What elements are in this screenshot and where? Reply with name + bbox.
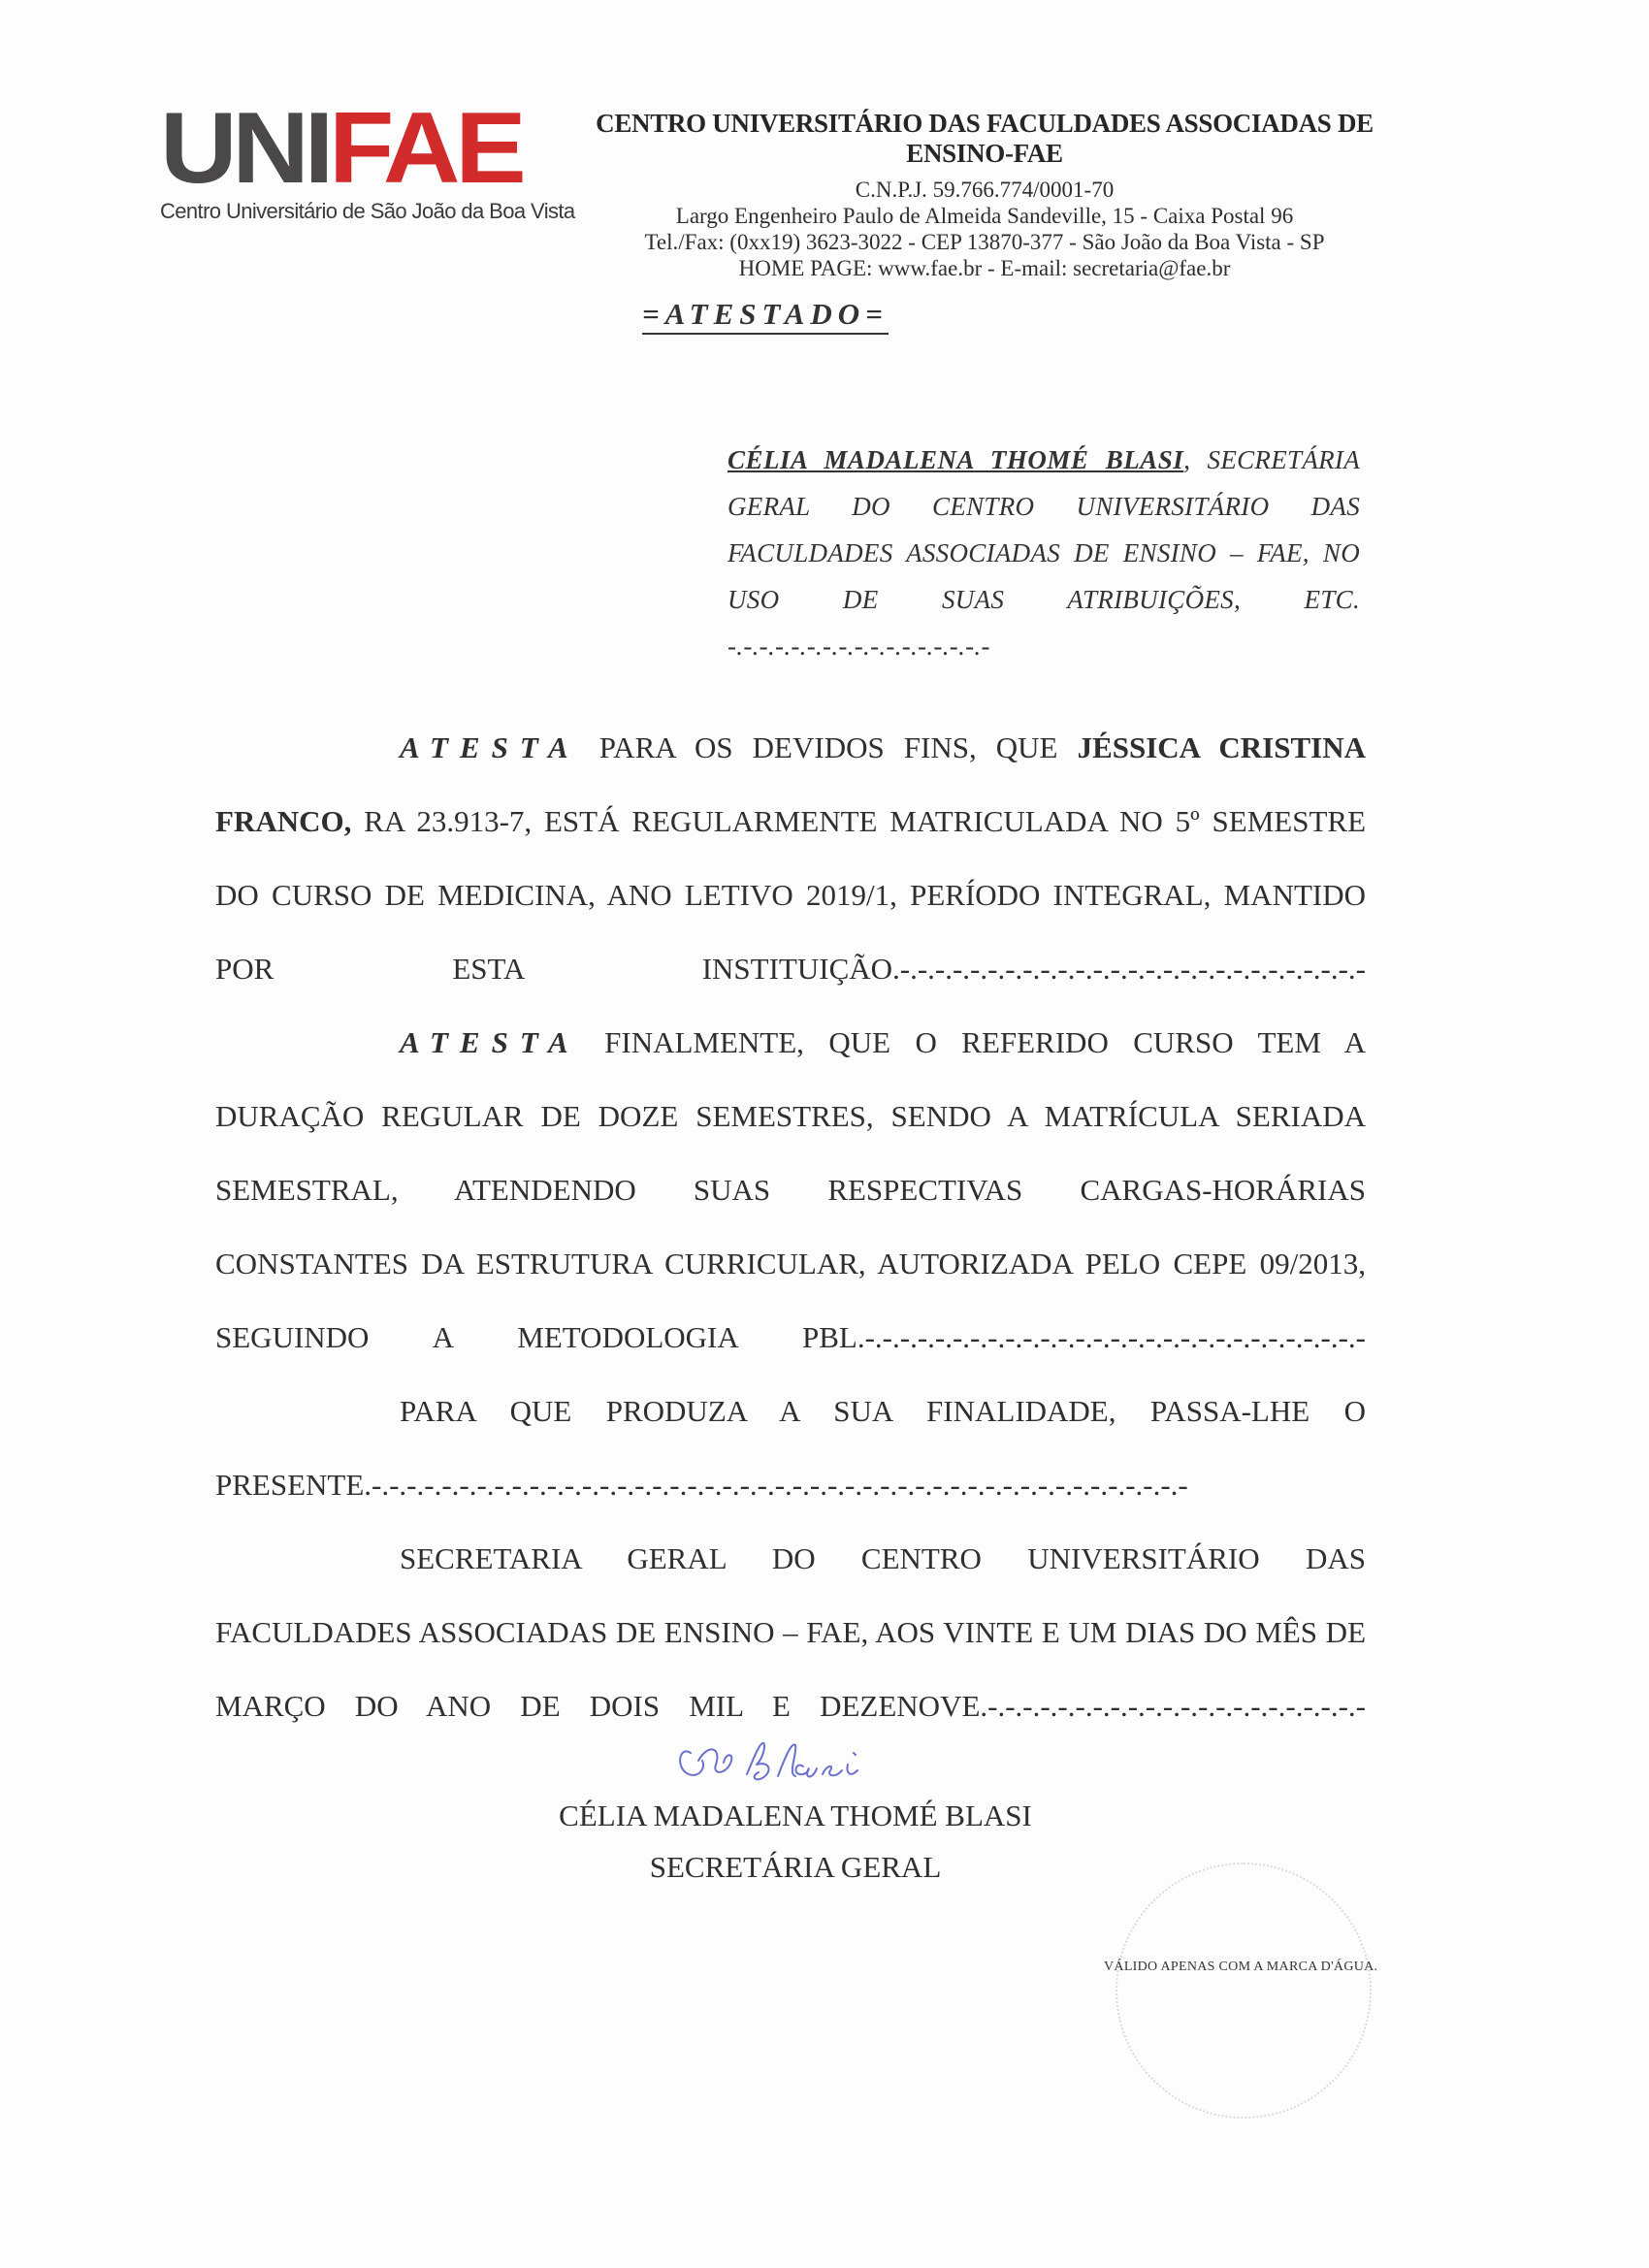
document-body [215,711,1366,1743]
atesta-keyword: ATESTA [400,730,580,764]
signatory-name: CÉLIA MADALENA THOMÉ BLASI [559,1798,1032,1832]
paragraph-3 [215,1375,1366,1522]
institution-phone: Tel./Fax: (0xx19) 3623-3022 - CEP 13870-377 - São João da Boa Vista - SP [644,230,1325,254]
signatory-role: SECRETÁRIA GERAL [649,1850,942,1884]
signer-intro-text: , SECRETÁRIA GERAL DO CENTRO UNIVERSITÁRIO DAS FACULDADES ASSOCIADAS DE ENSINO – FAE, NO USO DE SUAS ATRIBUIÇÕES, ETC. -.-.-.-.-.-.-.-.-.-.-.-.-.-.-.-.- [728,445,1361,661]
logo-tagline: Centro Universitário de São João da Boa Vista [160,199,575,223]
signer-intro [728,437,1360,669]
logo-uni: UNI [160,92,329,205]
paragraph-4-text: SECRETARIA GERAL DO CENTRO UNIVERSITÁRIO DAS FACULDADES ASSOCIADAS DE ENSINO – FAE, AOS VINTE E UM DIAS DO MÊS DE MARÇO DO ANO DE DOIS MIL E DEZENOVE.-.-.-.-.-.-.-.-.-.-.-.-.-.-.-.-.-.-.-.-.-.- [215,1541,1366,1723]
paragraph-2 [215,1006,1366,1375]
signatory-block [436,1790,1154,1893]
institution-address: Largo Engenheiro Paulo de Almeida Sandeville, 15 - Caixa Postal 96 [675,204,1294,228]
institution-header [548,109,1421,281]
signature-drawing [669,1732,931,1790]
student-name: JÉSSICA CRISTINA FRANCO, [215,730,1367,838]
institution-name: CENTRO UNIVERSITÁRIO DAS FACULDADES ASSOCIADAS DE ENSINO-FAE [596,109,1374,168]
paragraph-3-text: PARA QUE PRODUZA A SUA FINALIDADE, PASSA-LHE O PRESENTE.-.-.-.-.-.-.-.-.-.-.-.-.-.-.-.-.-.-.-.-.-.-.-.-.-.-.-.-.-.-.-.-.-.-.-.-.-.-.-.-.-.-.-.-.-.-.- [215,1394,1366,1502]
handwritten-signature [669,1732,931,1790]
atesta-keyword: ATESTA [400,1025,580,1059]
paragraph-4 [215,1522,1366,1743]
watermark-note: VÁLIDO APENAS COM A MARCA D'ÁGUA. [1104,1960,1378,1974]
paragraph-1 [215,711,1366,1006]
logo-fae: FAE [328,92,522,205]
signer-intro-name: CÉLIA MADALENA THOMÉ BLASI [728,445,1184,474]
paragraph-2-text: FINALMENTE, QUE O REFERIDO CURSO TEM A DURAÇÃO REGULAR DE DOZE SEMESTRES, SENDO A MATRÍCULA SERIADA SEMESTRAL, ATENDENDO SUAS RESPECTIVAS CARGAS-HORÁRIAS CONSTANTES DA ESTRUTURA CURRICULAR, AUTORIZADA PELO CEPE 09/2013, SEGUINDO A METODOLOGIA PBL.-.-.-.-.-.-.-.-.-.-.-.-.-.-.-.-.-.-.-.-.-.-.-.-.-.-.-.-.- [215,1025,1366,1354]
institution-cnpj: C.N.P.J. 59.766.774/0001-70 [855,178,1115,202]
watermark-seal [1116,1863,1372,2119]
document-title: =ATESTADO= [642,297,889,335]
paragraph-1-text-a: PARA OS DEVIDOS FINS, QUE [579,730,1078,764]
logo-wordmark [160,92,556,205]
institution-web: HOME PAGE: www.fae.br - E-mail: secretaria@fae.br [738,256,1231,280]
unifae-logo [160,92,575,224]
paragraph-1-text-b: RA 23.913-7, ESTÁ REGULARMENTE MATRICULADA NO 5º SEMESTRE DO CURSO DE MEDICINA, ANO LETIVO 2019/1, PERÍODO INTEGRAL, MANTIDO POR ESTA INSTITUIÇÃO.-.-.-.-.-.-.-.-.-.-.-.-.-.-.-.-.-.-.-.-.-.-.-.-.-.-.- [215,804,1366,986]
